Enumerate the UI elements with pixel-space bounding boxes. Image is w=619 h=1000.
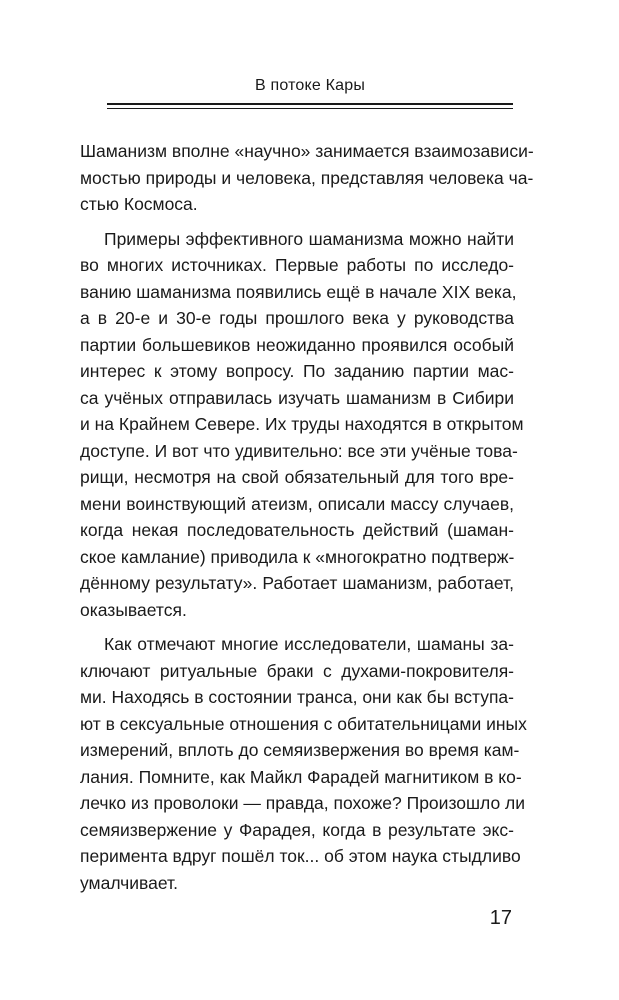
header-rule-thick — [107, 103, 513, 105]
text-line: партии большевиков неожиданно проявился особый — [80, 334, 514, 355]
body-text — [80, 138, 534, 896]
text-line: доступе. И вот что удивительно: все эти учёные това- — [80, 440, 518, 461]
text-line: мостью природы и человека, представляя человека ча- — [80, 167, 534, 188]
text-line: ванию шаманизма появились ещё в начале XIX века, — [80, 281, 517, 302]
paragraph — [80, 226, 524, 624]
text-line: измерений, вплоть до семяизвержения во время кам- — [80, 740, 520, 760]
text-line: рищи, несмотря на свой обязательный для того вре- — [80, 467, 514, 487]
text-line: Шаманизм вполне «научно» занимается взаимозависи- — [80, 141, 534, 161]
text-line: и на Крайнем Севере. Их труды находятся в открытом — [80, 414, 524, 434]
paragraph — [80, 138, 534, 218]
text-line: Примеры эффективного шаманизма можно найти — [104, 228, 514, 249]
text-line: ми. Находясь в состоянии транса, они как бы вступа- — [80, 687, 514, 707]
text-line: семяизвержение у Фарадея, когда в результате экс- — [80, 819, 514, 840]
text-line: дённому результату». Работает шаманизм, работает, — [80, 573, 514, 593]
text-line: умалчивает. — [80, 872, 178, 893]
text-line: мени воинствующий атеизм, описали массу случаев, — [80, 493, 514, 514]
text-line: во многих источниках. Первые работы по исследо- — [80, 255, 514, 275]
text-line: ское камлание) приводила к «многократно подтверж- — [80, 546, 515, 567]
text-line: интерес к этому вопросу. По заданию партии мас- — [80, 361, 514, 381]
text-line: са учёных отправилась изучать шаманизм в Сибири — [80, 387, 514, 408]
running-header: В потоке Кары — [254, 77, 366, 94]
paragraph — [80, 631, 527, 896]
text-line: лания. Помните, как Майкл Фарадей магнитиком в ко- — [80, 766, 522, 787]
page-number: 17 — [489, 907, 512, 929]
text-line: стью Космоса. — [80, 194, 198, 214]
text-line: оказывается. — [80, 599, 187, 620]
text-line: ключают ритуальные браки с духами-покровителя- — [80, 660, 514, 681]
text-line: перимента вдруг пошёл ток... об этом наука стыдливо — [80, 846, 521, 866]
text-line: ют в сексуальные отношения с обитательницами иных — [80, 713, 527, 734]
text-line: а в 20-е и 30-е годы прошлого века у руководства — [80, 308, 514, 328]
header-rule-thin — [107, 108, 513, 109]
text-line: лечко из проволоки — правда, похоже? Произошло ли — [80, 793, 526, 813]
text-line: когда некая последовательность действий (шаман- — [80, 520, 514, 540]
text-line: Как отмечают многие исследователи, шаманы за- — [104, 634, 514, 654]
